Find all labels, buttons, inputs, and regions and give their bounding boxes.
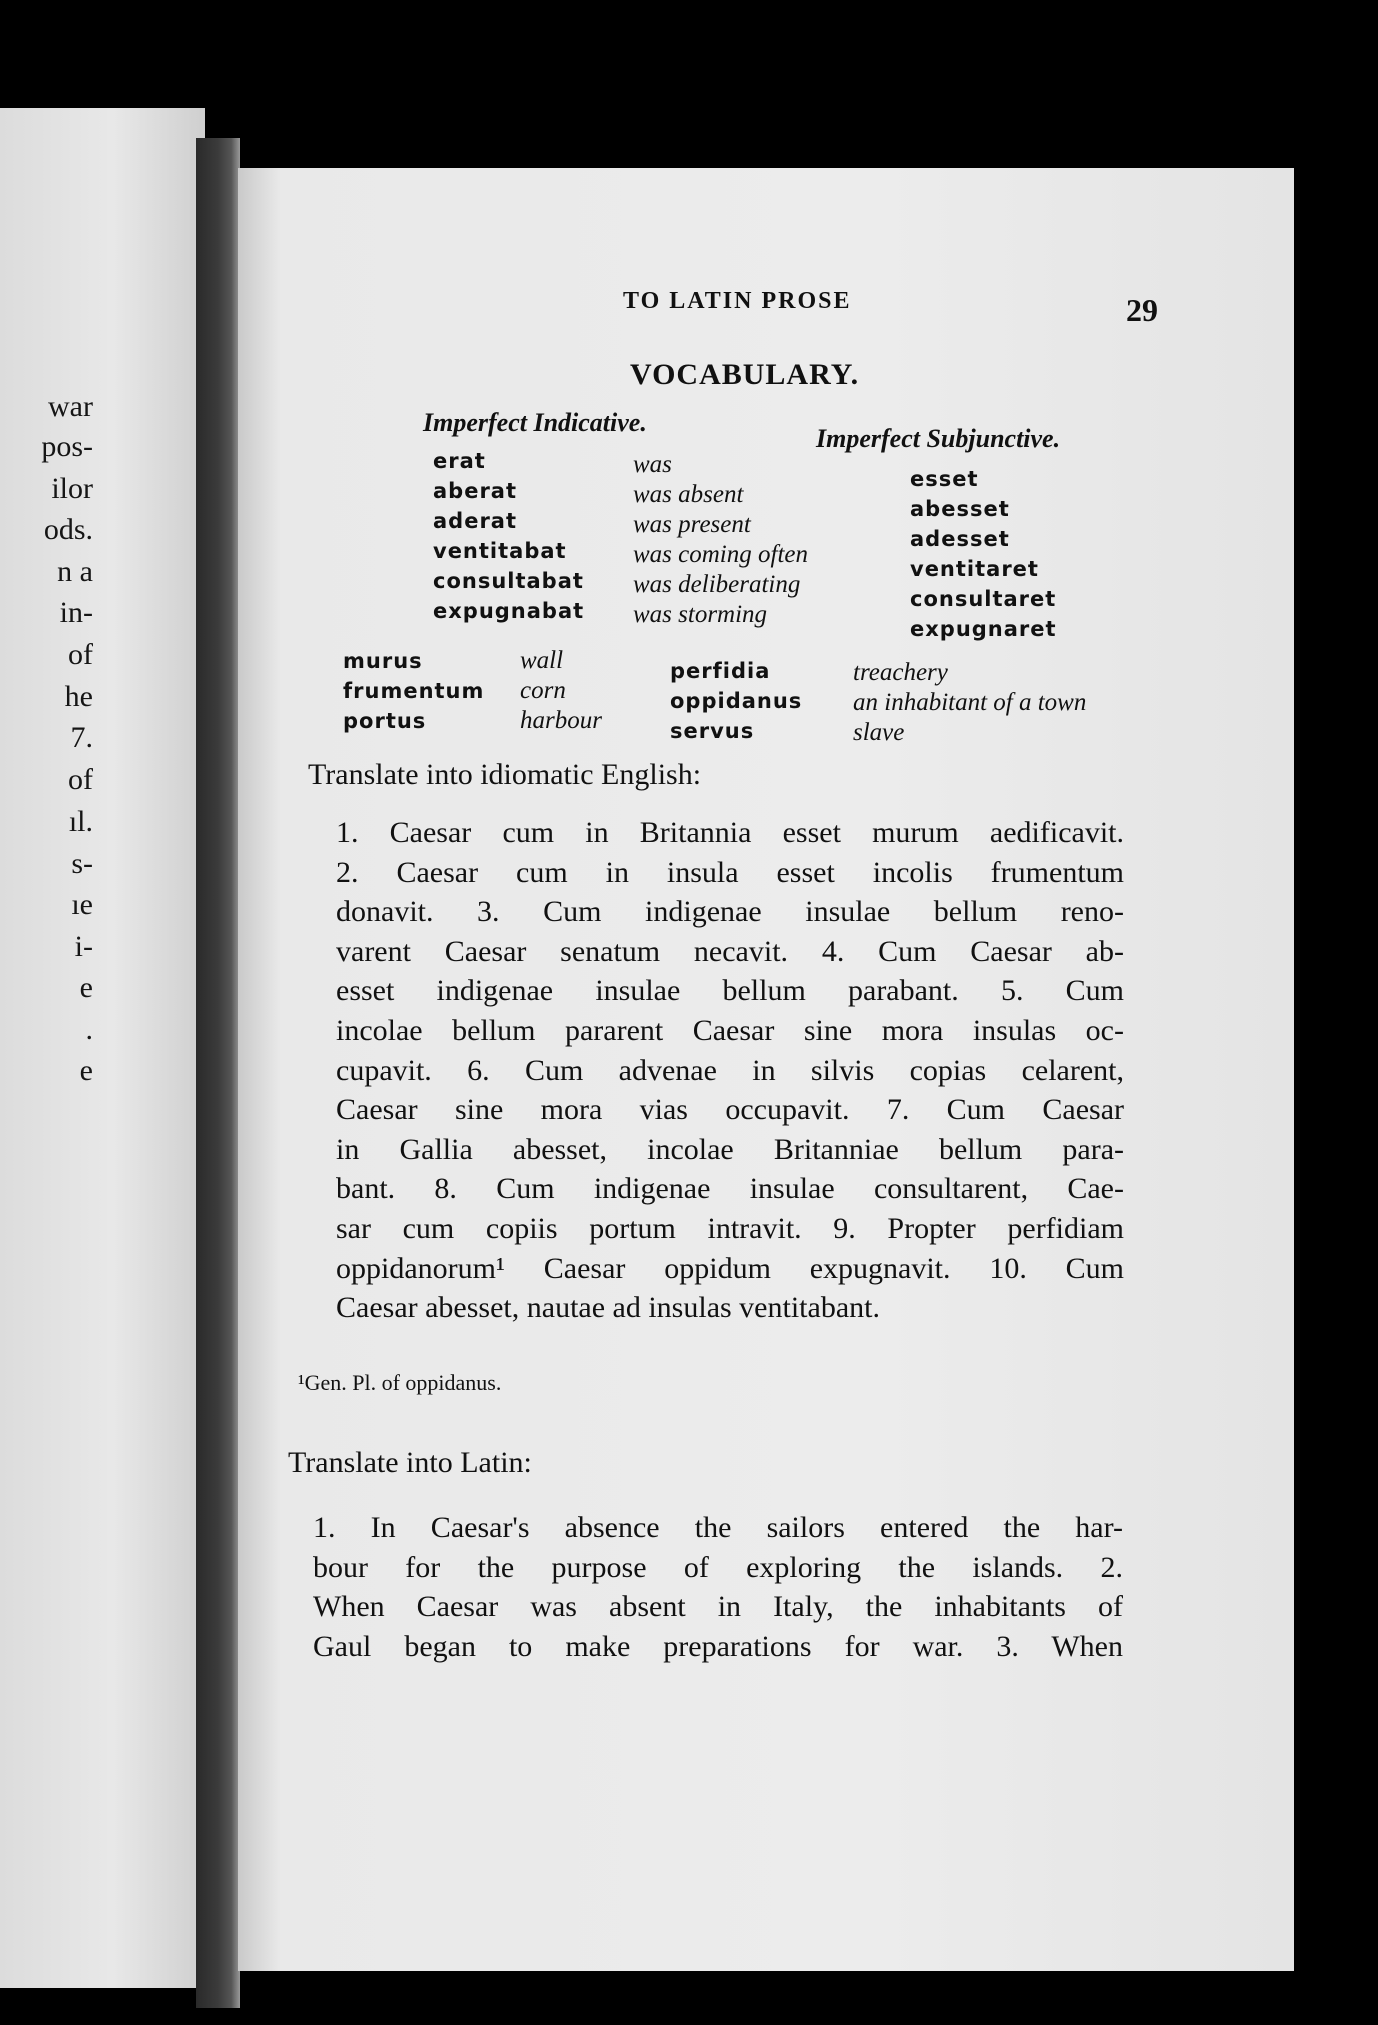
left-page-fragment xyxy=(0,108,205,1988)
paragraph-line: donavit. 3. Cum indigenae insulae bellum reno- xyxy=(336,895,1124,929)
nouns-english-right xyxy=(853,658,1086,748)
vocab-latin: consultabat xyxy=(433,569,584,593)
paragraph-line: varent Caesar senatum necavit. 4. Cum Caesar ab- xyxy=(336,934,1124,968)
left-fragment: 7. xyxy=(70,721,93,754)
latin-sentences-paragraph xyxy=(336,813,1124,1328)
paragraph-line: Caesar sine mora vias occupavit. 7. Cum Caesar xyxy=(336,1093,1124,1127)
vocab-english: was coming often xyxy=(633,541,808,568)
paragraph-line: 2. Caesar cum in insula esset incolis frumentum xyxy=(336,855,1124,889)
imperfect-indicative-heading: Imperfect Indicative. xyxy=(423,408,647,437)
vocab-latin: expugnaret xyxy=(910,617,1057,641)
left-fragment: n a xyxy=(57,555,93,588)
paragraph-line: cupavit. 6. Cum advenae in silvis copias celarent, xyxy=(336,1053,1124,1087)
paragraph-line: sar cum copiis portum intravit. 9. Propter perfidiam xyxy=(336,1211,1124,1245)
vocab-latin: aberat xyxy=(433,479,518,503)
vocab-english: was xyxy=(633,451,672,478)
left-fragment: ilor xyxy=(51,472,93,505)
left-fragment: . xyxy=(85,1013,93,1046)
vocab-english: corn xyxy=(520,677,566,704)
paragraph-line: incolae bellum pararent Caesar sine mora insulas oc- xyxy=(336,1013,1124,1047)
paragraph-line: esset indigenae insulae bellum parabant. 5. Cum xyxy=(336,974,1124,1008)
nouns-latin-right xyxy=(670,656,802,746)
indicative-latin-column xyxy=(433,446,584,626)
subjunctive-latin-column xyxy=(910,464,1057,644)
left-fragment: e xyxy=(79,1054,93,1087)
left-fragment: s- xyxy=(71,847,93,880)
nouns-latin-left xyxy=(343,646,484,736)
paragraph-line: Gaul began to make preparations for war. 3. When xyxy=(313,1629,1123,1663)
vocab-latin: ventitaret xyxy=(910,557,1039,581)
vocab-latin: abesset xyxy=(910,497,1010,521)
vocab-latin: aderat xyxy=(433,509,518,533)
vocab-latin: murus xyxy=(343,649,423,673)
vocab-latin: esset xyxy=(910,467,979,491)
vocab-latin: expugnabat xyxy=(433,599,585,623)
vocab-english: was absent xyxy=(633,481,744,508)
vocab-english: was deliberating xyxy=(633,571,801,598)
vocab-latin: ventitabat xyxy=(433,539,567,563)
vocabulary-title: VOCABULARY. xyxy=(630,358,860,391)
paragraph-line: bant. 8. Cum indigenae insulae consultarent, Cae- xyxy=(336,1172,1124,1206)
vocab-latin: consultaret xyxy=(910,587,1057,611)
vocab-english: slave xyxy=(853,719,905,746)
indicative-english-column xyxy=(633,450,808,630)
vocab-latin: servus xyxy=(670,719,755,743)
vocab-latin: oppidanus xyxy=(670,689,803,713)
paragraph-line: Caesar abesset, nautae ad insulas ventitabant. xyxy=(336,1291,880,1325)
english-sentences-paragraph xyxy=(313,1508,1123,1666)
vocab-latin: frumentum xyxy=(343,679,485,703)
footnote: ¹Gen. Pl. of oppidanus. xyxy=(298,1370,502,1395)
running-head: TO LATIN PROSE xyxy=(623,288,852,314)
page-number: 29 xyxy=(1126,292,1158,328)
left-fragment: ıl. xyxy=(68,805,93,838)
vocab-english: was storming xyxy=(633,601,768,628)
left-fragment: of xyxy=(68,638,93,671)
left-fragment: ıe xyxy=(71,888,93,921)
left-fragment: war xyxy=(48,390,93,423)
vocab-latin: perfidia xyxy=(670,659,771,683)
left-fragment: i- xyxy=(74,930,93,963)
left-fragment: he xyxy=(64,680,93,713)
vocab-english: an inhabitant of a town xyxy=(853,689,1087,716)
vocab-english: treachery xyxy=(853,659,948,686)
left-fragment: of xyxy=(68,763,93,796)
vocab-english: harbour xyxy=(520,707,602,734)
instruction-english: Translate into idiomatic English: xyxy=(308,758,702,791)
left-fragment: ods. xyxy=(43,513,93,546)
book-page xyxy=(238,168,1294,1971)
paragraph-line: in Gallia abesset, incolae Britanniae bellum para- xyxy=(336,1132,1124,1166)
vocab-english: wall xyxy=(520,647,564,674)
vocab-latin: portus xyxy=(343,709,427,733)
paragraph-line: 1. Caesar cum in Britannia esset murum aedificavit. xyxy=(336,816,1124,849)
instruction-latin: Translate into Latin: xyxy=(288,1446,532,1479)
vocab-english: was present xyxy=(633,511,751,538)
paragraph-line: When Caesar was absent in Italy, the inhabitants of xyxy=(313,1590,1123,1624)
vocab-latin: erat xyxy=(433,449,486,473)
paragraph-line: 1. In Caesar's absence the sailors entered the har- xyxy=(313,1511,1123,1544)
book-gutter xyxy=(196,138,240,2008)
paragraph-line: oppidanorum¹ Caesar oppidum expugnavit. 10. Cum xyxy=(336,1251,1124,1285)
left-fragment: e xyxy=(79,971,93,1004)
left-fragment: pos- xyxy=(41,430,93,463)
paragraph-line: bour for the purpose of exploring the islands. 2. xyxy=(313,1550,1123,1584)
vocab-latin: adesset xyxy=(910,527,1010,551)
imperfect-subjunctive-heading: Imperfect Subjunctive. xyxy=(816,424,1061,453)
nouns-english-left xyxy=(520,646,602,736)
left-fragment: in- xyxy=(59,596,93,629)
